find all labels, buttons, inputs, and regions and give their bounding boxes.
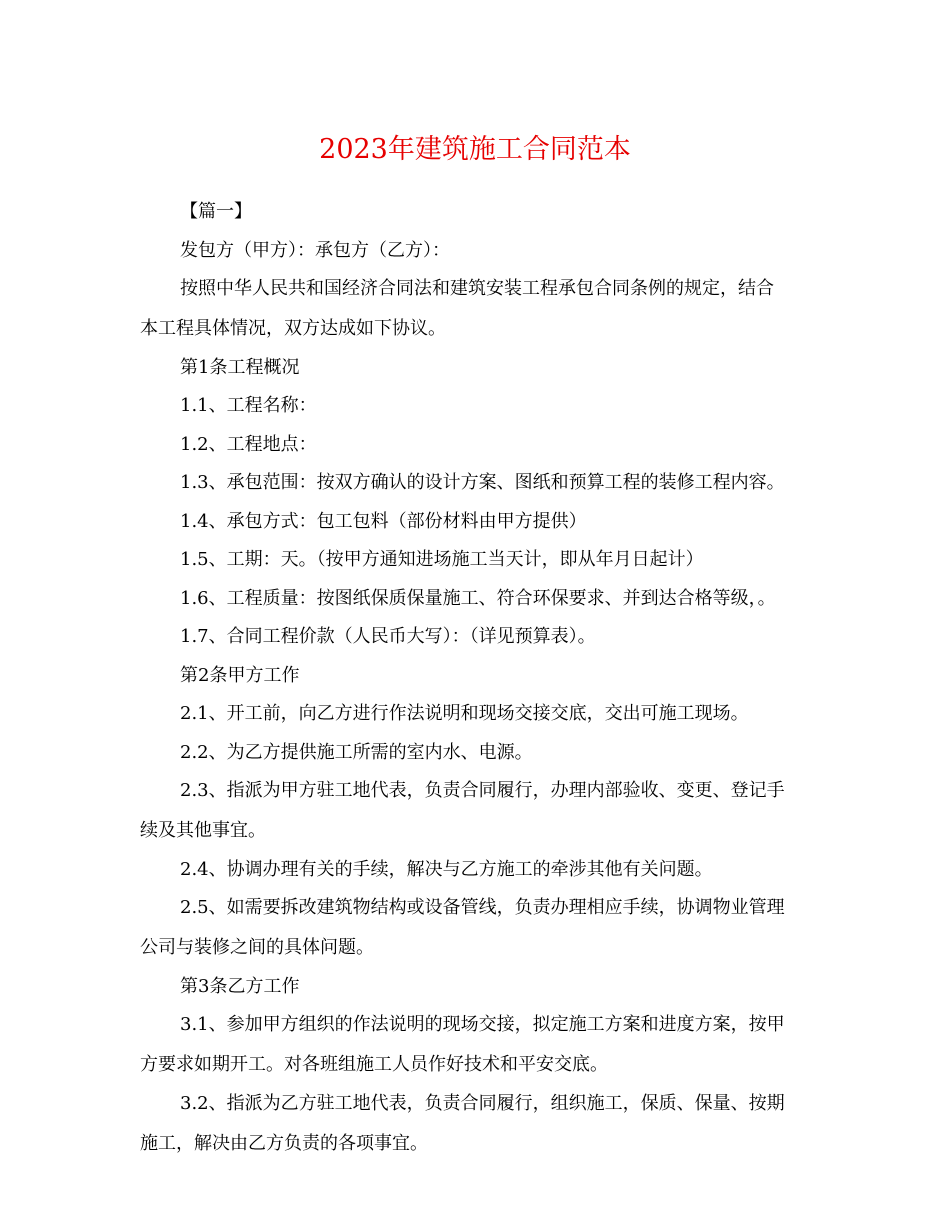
- clause: 1.2、工程地点：: [180, 433, 317, 455]
- clause: 1.5、工期：天。（按甲方通知进场施工当天计，即从年月日起计）: [180, 549, 704, 570]
- paragraph-line: 施工，解决由乙方负责的各项事宜。: [140, 1132, 428, 1154]
- paragraph-line: 续及其他事宜。: [140, 820, 266, 841]
- article-heading: 第3条乙方工作: [180, 975, 300, 997]
- section-label: 【篇一】: [180, 201, 252, 222]
- article-heading: 第2条甲方工作: [180, 664, 300, 686]
- clause: 2.4、协调办理有关的手续，解决与乙方施工的牵涉其他有关问题。: [180, 858, 713, 880]
- paragraph-line: 3.2、指派为乙方驻工地代表，负责合同履行，组织施工，保质、保量、按期: [180, 1092, 785, 1114]
- clause: [140, 1008, 810, 1082]
- article-heading: 第1条工程概况: [180, 356, 300, 378]
- clause: 2.2、为乙方提供施工所需的室内水、电源。: [180, 741, 533, 763]
- clause: 1.6、工程质量：按图纸保质保量施工、符合环保要求、并到达合格等级，。: [180, 587, 776, 609]
- paragraph-line: 方要求如期开工。对各班组施工人员作好技术和平安交底。: [140, 1054, 608, 1075]
- clause: 1.3、承包范围：按双方确认的设计方案、图纸和预算工程的装修工程内容。: [180, 472, 785, 493]
- clause: [140, 1087, 810, 1161]
- document-title: 2023年建筑施工合同范本: [319, 134, 631, 165]
- clause: [140, 891, 810, 965]
- paragraph-line: 按照中华人民共和国经济合同法和建筑安装工程承包合同条例的规定，结合: [180, 278, 774, 299]
- preamble-paragraph: [140, 272, 810, 346]
- clause: 1.1、工程名称：: [180, 395, 317, 416]
- clause: [140, 774, 810, 848]
- document-body: [140, 195, 810, 1161]
- paragraph-line: 本工程具体情况，双方达成如下协议。: [140, 318, 446, 339]
- parties-line: 发包方（甲方）：承包方（乙方）：: [180, 239, 450, 261]
- clause: 1.7、合同工程价款（人民币大写）：（详见预算表）。: [180, 626, 596, 647]
- paragraph-line: 2.3、指派为甲方驻工地代表，负责合同履行，办理内部验收、变更、登记手: [180, 780, 785, 801]
- paragraph-line: 3.1、参加甲方组织的作法说明的现场交接，拟定施工方案和进度方案，按甲: [180, 1014, 785, 1035]
- clause: 2.1、开工前，向乙方进行作法说明和现场交接交底，交出可施工现场。: [180, 703, 749, 724]
- paragraph-line: 公司与装修之间的具体问题。: [140, 937, 374, 958]
- paragraph-line: 2.5、如需要拆改建筑物结构或设备管线，负责办理相应手续，协调物业管理: [180, 897, 785, 918]
- clause: 1.4、承包方式：包工包料（部份材料由甲方提供）: [180, 510, 587, 532]
